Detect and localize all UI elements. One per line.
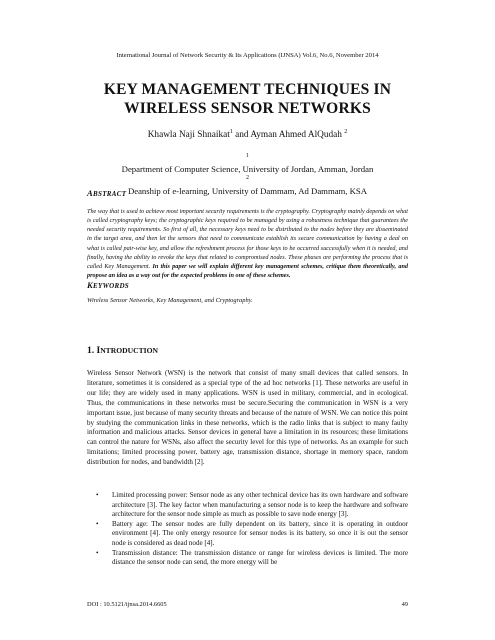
heading-number: 1. I [87, 346, 101, 356]
list-item-text: Transmission distance: The transmission distance or range for wireless devices is limited. The more distance the sensor node can send, the more energy will be [112, 548, 408, 567]
bullet-icon: • [96, 519, 99, 528]
affiliation-text: Deanship of e-learning, University of Dammam, Ad Dammam, KSA [127, 186, 368, 196]
author-conjunction: and Ayman Ahmed AlQudah [232, 130, 345, 140]
abstract-heading [87, 188, 126, 198]
list-item-text: Battery age: The sensor nodes are fully dependent on its battery, since it is operating in outdoor environment [4]. The only energy resource for sensor nodes is its battery, so once it is out the sensor node is considered as dead node [4]. [112, 519, 408, 547]
heading-initial: A [87, 188, 94, 198]
list-item [96, 549, 408, 568]
heading-rest: NTRODUCTION [100, 346, 159, 355]
list-item [96, 491, 408, 520]
paper-title [0, 80, 495, 118]
author-name: Khawla Naji Shnaikat [147, 130, 230, 140]
keywords-heading [87, 280, 129, 290]
author-superscript: 2 [344, 128, 348, 135]
title-line-1: KEY MANAGEMENT TECHNIQUES IN [103, 81, 392, 98]
affiliations [0, 153, 495, 197]
limitations-list [96, 491, 408, 568]
journal-header: International Journal of Network Security & Its Applications (IJNSA) Vol.6, No.6, November 2014 [116, 52, 379, 59]
page-number: 49 [401, 601, 408, 608]
introduction-heading [87, 346, 158, 356]
affiliation-superscript: 2 [246, 175, 249, 182]
introduction-paragraph: Wireless Sensor Network (WSN) is the network that consist of many small devices that called sensors. In literature, sometimes it is considered as a special type of the ad hoc networks [1]. These networks are useful in our life; they are widely used in many applications. WSN is used in military, commercial, and in ecological. Thus, the communications in these networks must be secure.Securing the communication in WSN is a very important issue, just because of many security threats and because of the nature of WSN. We can notice this point by studying the communication links in these networks, which is the radio links that is subject to many faulty information and malicious attacks. Sensor devices in general have a limitation in its resources; these limitations can control the nature for WSNs, also affect the security level for this type of networks. As an example for such limitations; limited processing power, battery age, transmission distance, shortage in memory space, random distribution for nodes, and bandwidth [2]. [87, 369, 408, 467]
title-line-2: WIRELESS SENSOR NETWORKS [124, 100, 371, 117]
author-superscript: 1 [229, 128, 233, 135]
bullet-icon: • [96, 548, 99, 557]
keywords-text: Wireless Sensor Networks, Key Management, and Cryptography. [87, 297, 253, 304]
doi-text: DOI : 10.5121/ijnsa.2014.6605 [87, 601, 167, 608]
list-item [96, 520, 408, 549]
affiliation-1 [0, 153, 495, 175]
heading-rest: EYWORDS [93, 282, 129, 290]
affiliation-2 [0, 175, 495, 197]
heading-rest: BSTRACT [93, 190, 127, 198]
list-item-text: Limited processing power: Sensor node as any other technical device has its own hardware and software architecture [3]. The key factor when manufacturing a sensor node is to keep the hardware and software architecture for the sensor node simple as much as possible to save node energy [3]. [112, 491, 408, 519]
abstract-emphasis: In this paper we will explain different key management schemes, critique them theoretically, and propose an idea as a way out for the expected problems in one of these schemes. [87, 262, 408, 280]
heading-initial: K [87, 280, 94, 290]
affiliation-superscript: 1 [246, 153, 249, 160]
affiliation-text: Department of Computer Science, University of Jordan, Amman, Jordan [121, 164, 374, 174]
bullet-icon: • [96, 491, 99, 499]
abstract-text [87, 207, 408, 280]
author-list [0, 130, 495, 140]
abstract-body: The way that is used to achieve most important security requirements is the cryptography. Cryptography mainly depends on what is called cryptography keys; the cryptographic keys required to be managed by using a robustness technique that guarantees the needed security requirements. So first of all, the necessary keys need to be distributed to the nodes before they are disseminated in the target area, and then let the sensors that need to communicate establish its secure communication by having a deal on what is called pair-wise key, and allow the refreshment process for those keys to be occurred successfully when it is needed, and finally, having the ability to revoke the keys that related to compromised nodes. These phases are performing the process that is called Key Management. [87, 208, 408, 270]
